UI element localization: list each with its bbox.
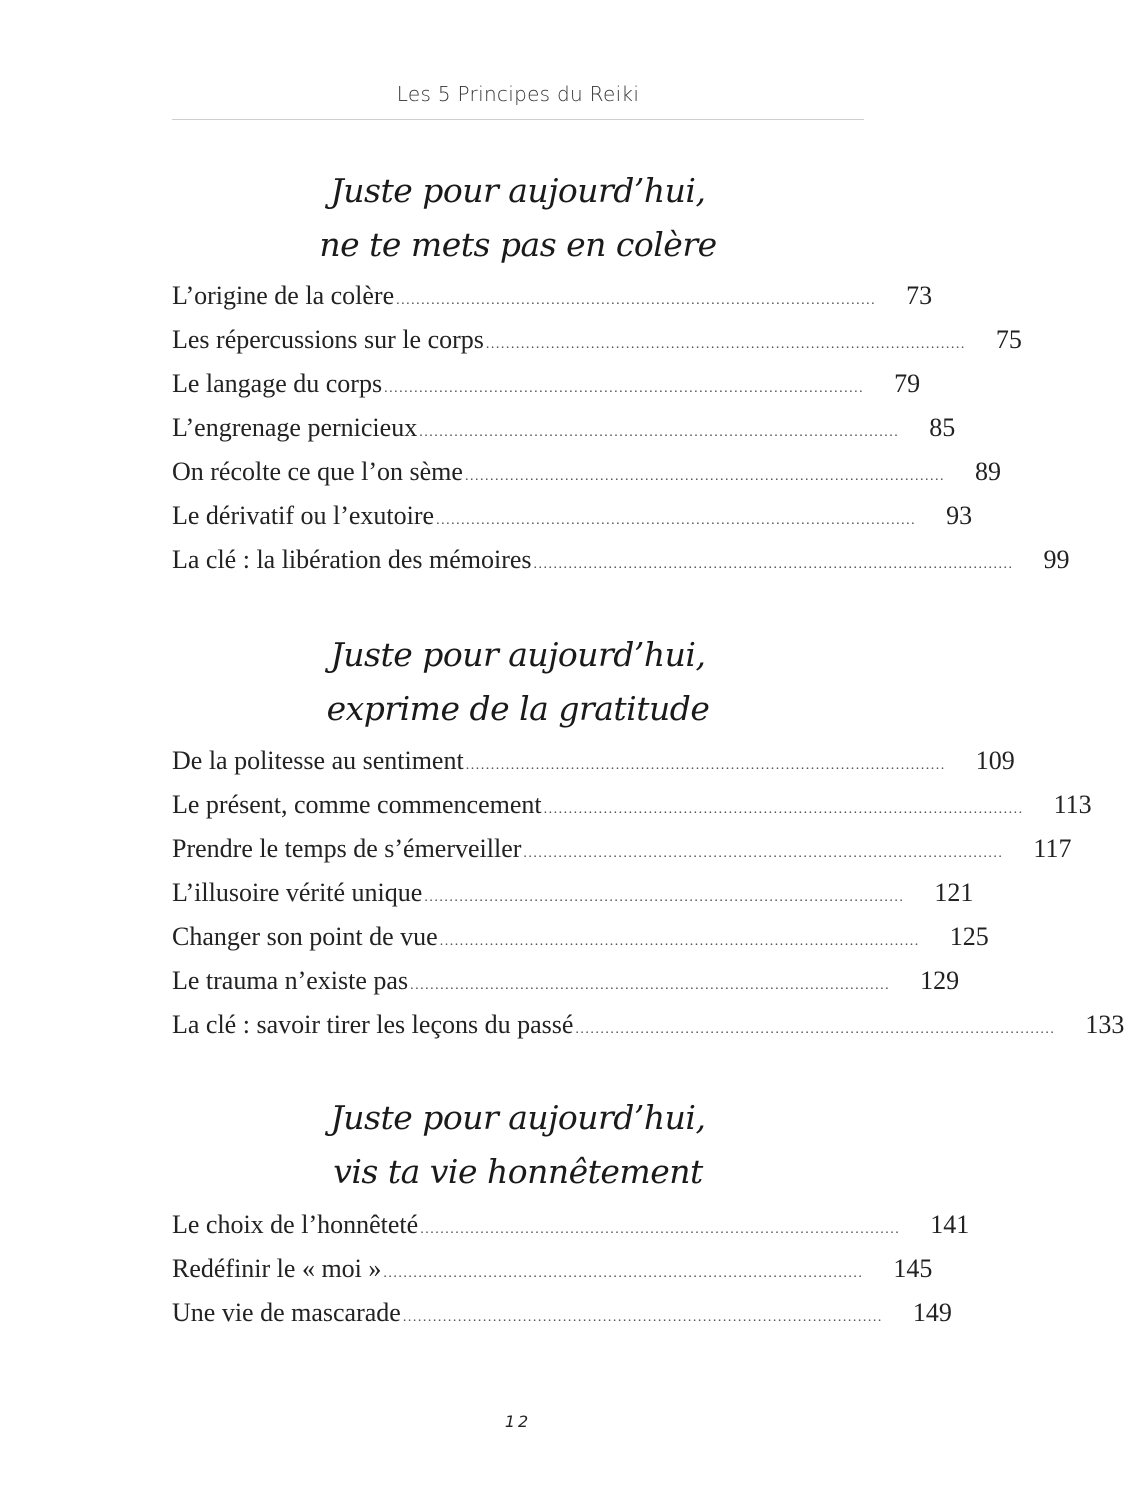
toc-entry-page: 75	[995, 325, 1022, 354]
dot-leader: ................................................................................................	[464, 469, 945, 484]
running-head: Les 5 Principes du Reiki	[396, 82, 640, 106]
toc-entry-page: 149	[912, 1298, 952, 1327]
dot-leader: ................................................................................................	[439, 934, 920, 949]
section-title-line2: exprime de la gratitude	[326, 689, 710, 728]
toc-entry[interactable]	[172, 878, 974, 922]
toc-entry[interactable]	[172, 457, 1001, 501]
dot-leader: ................................................................................................	[402, 1310, 883, 1325]
toc-entry-label: Changer son point de vue	[172, 922, 438, 951]
section-title-line1: Juste pour aujourd’hui,	[330, 171, 706, 210]
header-rule	[172, 119, 864, 120]
section-title-line1: Juste pour aujourd’hui,	[330, 635, 706, 674]
toc-entry-label: Le langage du corps	[172, 369, 383, 398]
toc-entry-page: 79	[894, 369, 921, 398]
toc-entry[interactable]	[172, 966, 960, 1010]
section-title-line2: ne te mets pas en colère	[319, 225, 717, 264]
toc-entry-page: 73	[906, 281, 933, 310]
page-number: 12	[504, 1412, 532, 1431]
dot-leader: ................................................................................................	[465, 758, 946, 773]
toc-entry-label: Le trauma n’existe pas	[172, 966, 409, 995]
toc-entry[interactable]	[172, 545, 1070, 589]
toc-entry-label: Prendre le temps de s’émerveiller	[172, 834, 522, 863]
toc-entry-page: 85	[929, 413, 956, 442]
toc-entry-label: On récolte ce que l’on sème	[172, 457, 463, 486]
dot-leader: ................................................................................................	[419, 425, 900, 440]
toc-entry[interactable]	[172, 834, 1072, 878]
toc-entry-page: 141	[930, 1210, 970, 1239]
dot-leader: ................................................................................................	[420, 1222, 901, 1237]
dot-leader: ................................................................................................	[575, 1022, 1056, 1037]
toc-entry-label: Redéfinir le « moi »	[172, 1254, 382, 1283]
toc-entry-page: 133	[1085, 1010, 1124, 1039]
section-title	[172, 164, 864, 272]
dot-leader: ................................................................................................	[485, 337, 966, 352]
section-title	[172, 628, 864, 736]
toc-entry-label: Le dérivatif ou l’exutoire	[172, 501, 435, 530]
toc-entry[interactable]	[172, 922, 989, 966]
toc-entry-page: 93	[946, 501, 973, 530]
toc-entry[interactable]	[172, 501, 973, 545]
dot-leader: ................................................................................................	[424, 890, 905, 905]
toc-entry[interactable]	[172, 746, 1015, 790]
toc-entry-page: 109	[975, 746, 1015, 775]
toc-entry-page: 129	[920, 966, 960, 995]
dot-leader: ................................................................................................	[523, 846, 1004, 861]
toc-entry-page: 113	[1053, 790, 1092, 819]
toc-entry-page: 121	[934, 878, 974, 907]
toc-entry-label: De la politesse au sentiment	[172, 746, 464, 775]
toc-entry-label: L’origine de la colère	[172, 281, 395, 310]
dot-leader: ................................................................................................	[543, 802, 1024, 817]
toc-entry[interactable]	[172, 1010, 1124, 1054]
toc-entry[interactable]	[172, 790, 1092, 834]
toc-entry-label: Les répercussions sur le corps	[172, 325, 484, 354]
section-title-line2: vis ta vie honnêtement	[333, 1152, 703, 1191]
toc-list	[172, 281, 1070, 589]
toc-entry[interactable]	[172, 1210, 970, 1254]
toc-entry[interactable]	[172, 413, 956, 457]
toc-list	[172, 1210, 970, 1342]
toc-entry-page: 117	[1033, 834, 1072, 863]
toc-entry-label: Une vie de mascarade	[172, 1298, 401, 1327]
toc-list	[172, 746, 1124, 1054]
dot-leader: ................................................................................................	[533, 557, 1014, 572]
toc-entry[interactable]	[172, 1298, 952, 1342]
toc-entry-label: Le présent, comme commencement	[172, 790, 542, 819]
toc-entry-label: La clé : la libération des mémoires	[172, 545, 532, 574]
toc-entry-page: 89	[974, 457, 1001, 486]
toc-entry[interactable]	[172, 281, 933, 325]
dot-leader: ................................................................................................	[396, 293, 877, 308]
toc-entry-label: L’engrenage pernicieux	[172, 413, 418, 442]
section-title	[172, 1091, 864, 1199]
toc-entry-page: 99	[1043, 545, 1070, 574]
dot-leader: ................................................................................................	[436, 513, 917, 528]
toc-entry-label: Le choix de l’honnêteté	[172, 1210, 419, 1239]
toc-entry-page: 125	[949, 922, 989, 951]
dot-leader: ................................................................................................	[383, 1266, 864, 1281]
toc-entry[interactable]	[172, 369, 921, 413]
dot-leader: ................................................................................................	[384, 381, 865, 396]
toc-entry-label: La clé : savoir tirer les leçons du passé	[172, 1010, 574, 1039]
toc-entry-label: L’illusoire vérité unique	[172, 878, 423, 907]
dot-leader: ................................................................................................	[410, 978, 891, 993]
toc-entry-page: 145	[893, 1254, 933, 1283]
toc-entry[interactable]	[172, 1254, 933, 1298]
toc-entry[interactable]	[172, 325, 1022, 369]
section-title-line1: Juste pour aujourd’hui,	[330, 1098, 706, 1137]
